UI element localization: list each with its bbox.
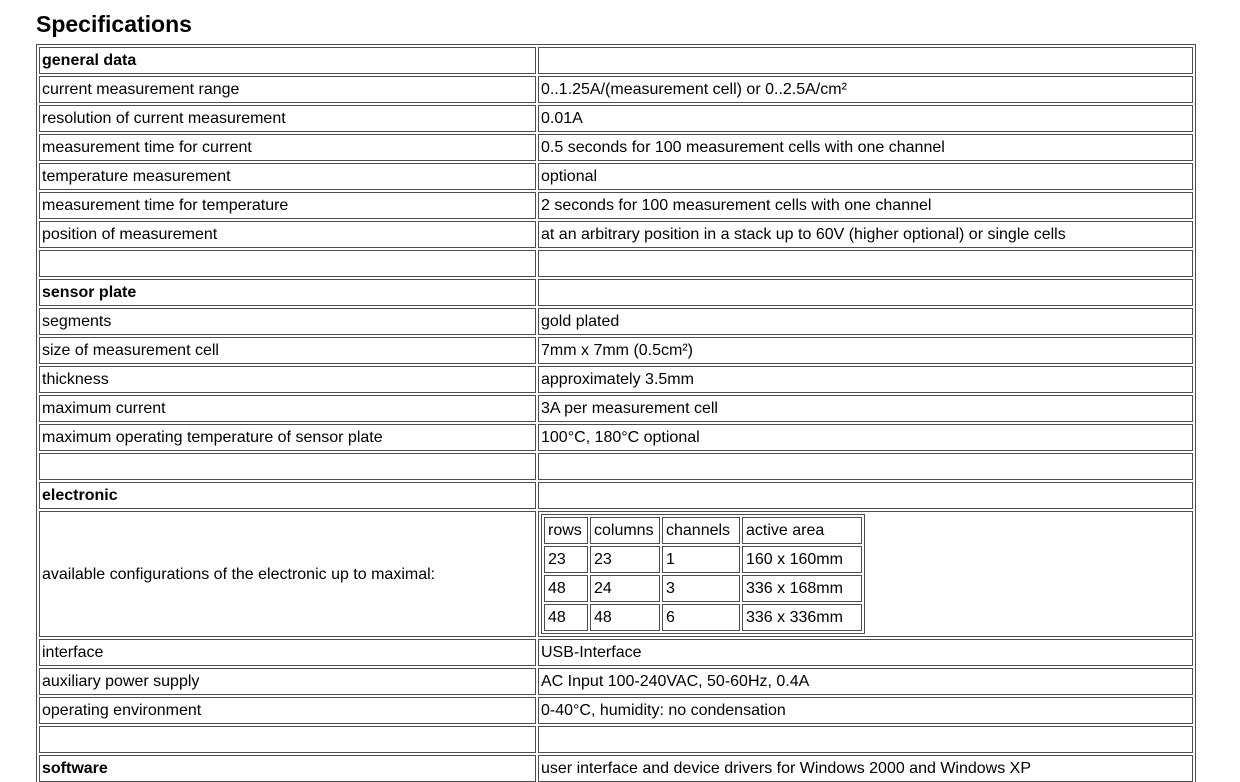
cfg-cell: 48 — [544, 575, 588, 602]
spec-row — [39, 424, 1193, 451]
spacer-cell — [39, 250, 536, 277]
configurations-data-row — [544, 546, 862, 573]
spec-row — [39, 134, 1193, 161]
spec-label-cell: segments — [39, 308, 536, 335]
cfg-cell: 48 — [590, 604, 660, 631]
section-header-cell: sensor plate — [39, 279, 536, 306]
cfg-cell: 23 — [544, 546, 588, 573]
spec-value-cell: 0.5 seconds for 100 measurement cells with one channel — [538, 134, 1193, 161]
cfg-cell: 48 — [544, 604, 588, 631]
spec-value-cell: 0.01A — [538, 105, 1193, 132]
spec-label-cell: maximum operating temperature of sensor plate — [39, 424, 536, 451]
configurations-header-row — [544, 517, 862, 544]
cfg-cell: 336 x 168mm — [742, 575, 862, 602]
spec-label-cell: operating environment — [39, 697, 536, 724]
spec-label-cell: auxiliary power supply — [39, 668, 536, 695]
spec-value-cell — [538, 511, 1193, 637]
configurations-row — [39, 511, 1193, 637]
section-header-cell: software — [39, 755, 536, 782]
spec-label-cell: maximum current — [39, 395, 536, 422]
cfg-header-cell: rows — [544, 517, 588, 544]
spec-row — [39, 221, 1193, 248]
cfg-header-cell: channels — [662, 517, 740, 544]
spec-row — [39, 395, 1193, 422]
spec-row — [39, 668, 1193, 695]
section-header-cell: general data — [39, 47, 536, 74]
spec-value-cell — [538, 279, 1193, 306]
cfg-cell: 6 — [662, 604, 740, 631]
spec-row — [39, 337, 1193, 364]
spec-value-cell: 2 seconds for 100 measurement cells with one channel — [538, 192, 1193, 219]
spec-value-cell: at an arbitrary position in a stack up to 60V (higher optional) or single cells — [538, 221, 1193, 248]
cfg-cell: 1 — [662, 546, 740, 573]
spec-value-cell — [538, 482, 1193, 509]
spacer-cell — [538, 453, 1193, 480]
configurations-data-row — [544, 575, 862, 602]
page-title: Specifications — [36, 11, 192, 37]
spec-value-cell: 3A per measurement cell — [538, 395, 1193, 422]
cfg-cell: 336 x 336mm — [742, 604, 862, 631]
spec-row — [39, 76, 1193, 103]
spec-row — [39, 366, 1193, 393]
spec-value-cell: 0-40°C, humidity: no condensation — [538, 697, 1193, 724]
spec-label-cell: thickness — [39, 366, 536, 393]
section-row — [39, 755, 1193, 782]
spec-value-cell: USB-Interface — [538, 639, 1193, 666]
spec-label-cell: current measurement range — [39, 76, 536, 103]
configurations-data-row — [544, 604, 862, 631]
spec-row — [39, 105, 1193, 132]
spec-label-cell: temperature measurement — [39, 163, 536, 190]
cfg-cell: 160 x 160mm — [742, 546, 862, 573]
spec-label-cell: available configurations of the electronic up to maximal: — [39, 511, 536, 637]
spec-label-cell: position of measurement — [39, 221, 536, 248]
spacer-cell — [39, 453, 536, 480]
cfg-header-cell: columns — [590, 517, 660, 544]
spec-value-cell: optional — [538, 163, 1193, 190]
spec-value-cell: AC Input 100-240VAC, 50-60Hz, 0.4A — [538, 668, 1193, 695]
spec-label-cell: measurement time for current — [39, 134, 536, 161]
configurations-table — [541, 514, 865, 634]
spec-row — [39, 639, 1193, 666]
spec-value-cell: gold plated — [538, 308, 1193, 335]
specifications-table — [36, 44, 1196, 782]
section-header-cell: electronic — [39, 482, 536, 509]
cfg-cell: 23 — [590, 546, 660, 573]
spec-value-cell — [538, 47, 1193, 74]
spec-value-cell: 100°C, 180°C optional — [538, 424, 1193, 451]
spec-value-cell: 7mm x 7mm (0.5cm²) — [538, 337, 1193, 364]
section-row — [39, 47, 1193, 74]
spacer-row — [39, 726, 1193, 753]
spacer-row — [39, 453, 1193, 480]
spec-row — [39, 308, 1193, 335]
spec-value-cell: approximately 3.5mm — [538, 366, 1193, 393]
spec-label-cell: measurement time for temperature — [39, 192, 536, 219]
spacer-cell — [538, 250, 1193, 277]
spacer-row — [39, 250, 1193, 277]
section-row — [39, 482, 1193, 509]
spec-row — [39, 192, 1193, 219]
spec-value-cell: 0..1.25A/(measurement cell) or 0..2.5A/cm² — [538, 76, 1193, 103]
cfg-cell: 24 — [590, 575, 660, 602]
cfg-header-cell: active area — [742, 517, 862, 544]
cfg-cell: 3 — [662, 575, 740, 602]
spec-value-cell: user interface and device drivers for Windows 2000 and Windows XP — [538, 755, 1193, 782]
spacer-cell — [39, 726, 536, 753]
spec-label-cell: interface — [39, 639, 536, 666]
spec-label-cell: size of measurement cell — [39, 337, 536, 364]
spec-row — [39, 163, 1193, 190]
section-row — [39, 279, 1193, 306]
spacer-cell — [538, 726, 1193, 753]
spec-row — [39, 697, 1193, 724]
spec-label-cell: resolution of current measurement — [39, 105, 536, 132]
